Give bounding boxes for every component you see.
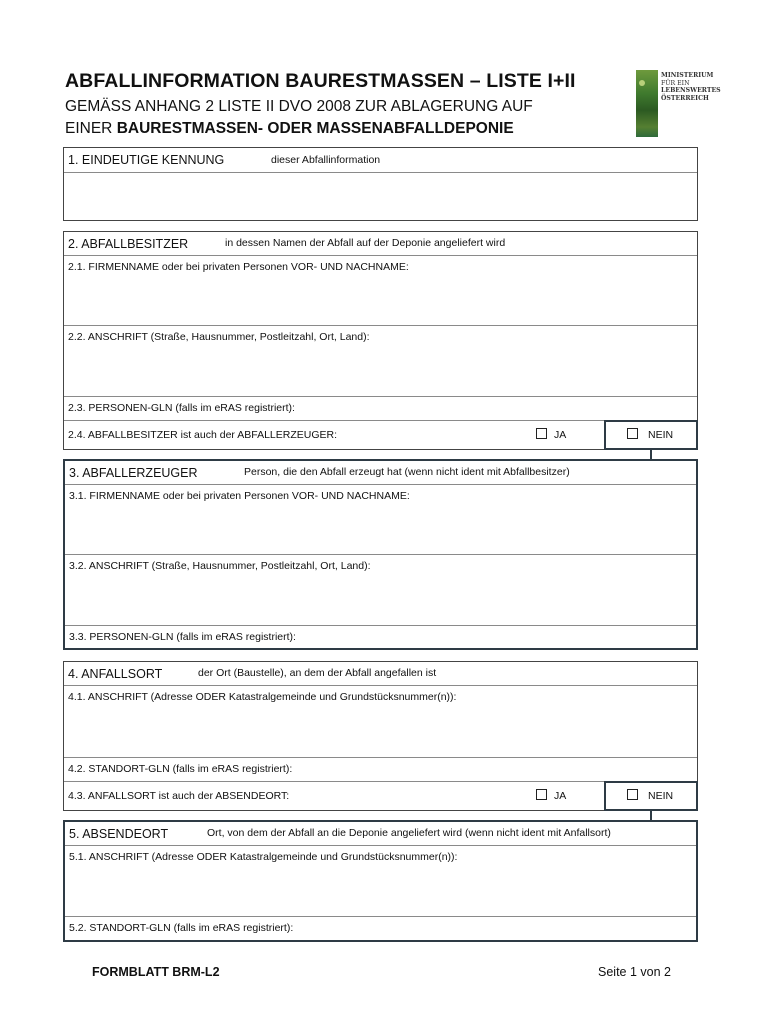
subtitle-prefix: EINER <box>65 120 117 137</box>
field-3-2-label: 3.2. ANSCHRIFT (Straße, Hausnummer, Postleitzahl, Ort, Land): <box>69 560 371 572</box>
field-5-1-label: 5.1. ANSCHRIFT (Adresse ODER Katastralgemeinde und Grundstücksnummer(n)): <box>69 851 458 863</box>
section-2-header <box>64 232 697 256</box>
ministry-logo-image <box>636 70 658 137</box>
field-3-2[interactable] <box>65 555 696 626</box>
section-4-label: 4. ANFALLSORT <box>68 667 163 681</box>
section-4-header <box>64 662 697 686</box>
ministry-logo-text <box>661 72 721 102</box>
logo-line2: FÜR EIN <box>661 79 690 87</box>
section-1-desc: dieser Abfallinformation <box>271 154 381 166</box>
section-5-desc: Ort, von dem der Abfall an die Deponie angeliefert wird (wenn nicht ident mit Anfallsort) <box>207 827 611 839</box>
form-subtitle-line1: GEMÄSS ANHANG 2 LISTE II DVO 2008 ZUR ABLAGERUNG AUF <box>65 98 533 115</box>
section-4-box <box>63 661 698 811</box>
section-3-label: 3. ABFALLERZEUGER <box>69 466 198 480</box>
nein-label-2-4: NEIN <box>648 429 674 441</box>
field-2-3[interactable] <box>64 397 697 421</box>
field-3-1[interactable] <box>65 485 696 555</box>
logo-line4: ÖSTERREICH <box>661 94 709 102</box>
field-4-2-label: 4.2. STANDORT-GLN (falls im eRAS registriert): <box>68 763 293 775</box>
nein-label-4-3: NEIN <box>648 790 674 802</box>
section-2-desc: in dessen Namen der Abfall auf der Deponie angeliefert wird <box>225 237 506 249</box>
ja-checkbox-4-3[interactable] <box>536 789 547 800</box>
field-2-4 <box>64 421 697 449</box>
field-5-2-label: 5.2. STANDORT-GLN (falls im eRAS registriert): <box>69 922 294 934</box>
section-2-label: 2. ABFALLBESITZER <box>68 237 189 251</box>
logo-line1: MINISTERIUM <box>661 72 714 79</box>
field-2-2-label: 2.2. ANSCHRIFT (Straße, Hausnummer, Postleitzahl, Ort, Land): <box>68 331 370 343</box>
field-2-2[interactable] <box>64 326 697 397</box>
section-5-box <box>63 820 698 942</box>
field-3-3[interactable] <box>65 626 696 648</box>
field-4-2[interactable] <box>64 758 697 782</box>
field-2-4-label: 2.4. ABFALLBESITZER ist auch der ABFALLERZEUGER: <box>68 429 338 441</box>
section-2-box <box>63 231 698 450</box>
section-3-box <box>63 459 698 650</box>
kennung-input[interactable] <box>64 173 697 220</box>
form-id: FORMBLATT BRM-L2 <box>92 965 220 979</box>
field-2-1-label: 2.1. FIRMENNAME oder bei privaten Personen VOR- UND NACHNAME: <box>68 261 409 273</box>
field-4-3 <box>64 782 697 810</box>
form-subtitle-line2 <box>65 120 514 138</box>
field-4-1-label: 4.1. ANSCHRIFT (Adresse ODER Katastralgemeinde und Grundstücksnummer(n)): <box>68 691 457 703</box>
nein-checkbox-2-4[interactable] <box>627 428 638 439</box>
section-1-header <box>64 148 697 173</box>
page-number: Seite 1 von 2 <box>598 965 671 979</box>
section-3-desc: Person, die den Abfall erzeugt hat (wenn nicht ident mit Abfallbesitzer) <box>244 466 570 478</box>
ja-label-2-4: JA <box>554 429 567 441</box>
section-1-box <box>63 147 698 221</box>
field-2-3-label: 2.3. PERSONEN-GLN (falls im eRAS registriert): <box>68 402 295 414</box>
section-3-header <box>65 461 696 485</box>
ja-label-4-3: JA <box>554 790 567 802</box>
section-4-desc: der Ort (Baustelle), an dem der Abfall angefallen ist <box>198 667 437 679</box>
logo-line3: LEBENSWERTES <box>661 87 721 95</box>
form-title: ABFALLINFORMATION BAURESTMASSEN – LISTE I+II <box>65 70 576 92</box>
section-5-header <box>65 822 696 846</box>
section-1-label: 1. EINDEUTIGE KENNUNG <box>68 153 225 167</box>
section-5-label: 5. ABSENDEORT <box>69 827 169 841</box>
field-5-1[interactable] <box>65 846 696 917</box>
field-4-3-label: 4.3. ANFALLSORT ist auch der ABSENDEORT: <box>68 790 290 802</box>
subtitle-bold: BAURESTMASSEN- ODER MASSENABFALLDEPONIE <box>116 120 514 137</box>
field-2-1[interactable] <box>64 256 697 326</box>
field-4-1[interactable] <box>64 686 697 758</box>
ja-checkbox-2-4[interactable] <box>536 428 547 439</box>
field-3-1-label: 3.1. FIRMENNAME oder bei privaten Personen VOR- UND NACHNAME: <box>69 490 410 502</box>
field-5-2[interactable] <box>65 917 696 940</box>
nein-checkbox-4-3[interactable] <box>627 789 638 800</box>
field-3-3-label: 3.3. PERSONEN-GLN (falls im eRAS registriert): <box>69 631 296 643</box>
